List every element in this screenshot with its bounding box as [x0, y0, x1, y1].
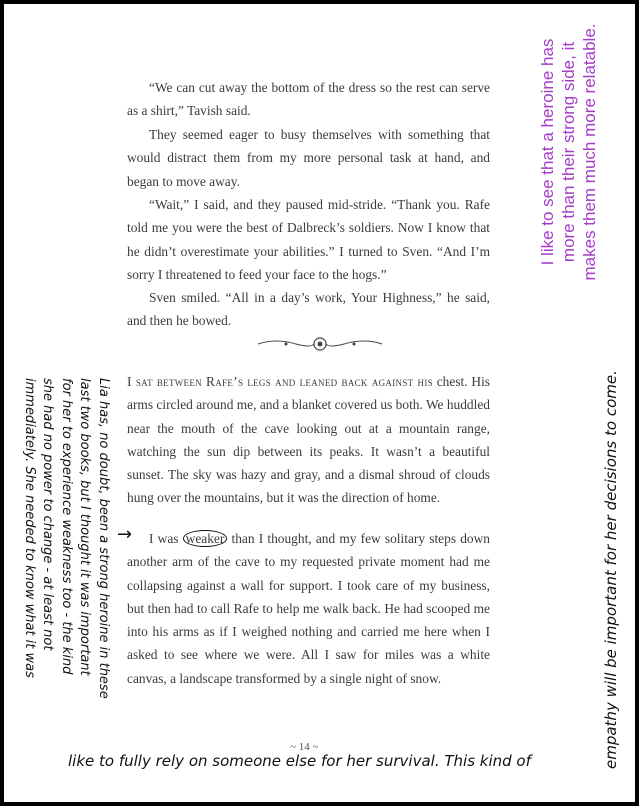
arrow-annotation: →	[117, 524, 133, 545]
purple-note-line: makes them much more relatable.	[580, 23, 599, 281]
left-note-line: for her to experience weakness too - the kind	[59, 378, 74, 675]
left-note-line: she had no power to change - at least not	[40, 378, 56, 651]
right-margin-note: empathy will be important for her decisions to come.	[602, 370, 620, 769]
purple-margin-note	[537, 12, 600, 292]
left-note-line: Lia has, no doubt, been a strong heroine in these	[96, 378, 111, 699]
last-para-start: I was	[149, 531, 179, 546]
book-page	[4, 4, 635, 802]
section-ornament	[256, 334, 384, 354]
left-margin-note	[20, 378, 113, 699]
bottom-margin-note: like to fully rely on someone else for her survival. This kind of	[68, 752, 531, 770]
section-paragraph	[127, 370, 490, 510]
purple-note-line: more than their strong side, it	[559, 41, 578, 263]
left-note-line: immediately. She needed to know what it was	[22, 378, 37, 678]
page-number-value: 14	[298, 741, 310, 753]
last-para-rest: than I thought, and my few solitary steps down another arm of the cave to my requested private moment had me collapsing against a wall for support. I took care of my business, but then had to call Rafe to help me walk back. He had scooped me into his arms as if I weighed nothing and carried me here when I asked to see where we were. All I saw for miles was a white canvas, a landscape transformed by a single night of snow.	[127, 531, 490, 686]
paragraph: “Wait,” I said, and they paused mid-stride. “Thank you. Rafe told me you were the best of Dalbreck’s soldiers. Now I know that he didn’t overestimate your abilities.” I turned to Sven. “And I’m sorry I threatened to feed your face to the hogs.”	[127, 197, 490, 282]
paragraph: They seemed eager to busy themselves with something that would distract them from my more personal task at hand, and began to move away.	[127, 127, 490, 189]
section-text: chest. His arms circled around me, and a blanket covered us both. We huddled near the mouth of the cave looking out at a mountain range, watching the sun dip between its peaks. It wasn’t a beautiful sunset. The sky was hazy and gray, and a dismal shroud of clouds hung over the mountains, but it was the direction of home.	[127, 374, 490, 506]
paragraph-weaker	[127, 527, 490, 690]
circled-word: weaker	[183, 530, 228, 547]
purple-note-line: I like to see that a heroine has	[538, 38, 557, 266]
paragraph: Sven smiled. “All in a day’s work, Your Highness,” he said, and then he bowed.	[127, 290, 490, 329]
section-lead: I sat between Rafe’s legs and leaned back against his	[127, 374, 433, 389]
page-number: ~ 14 ~	[290, 741, 319, 753]
paragraph: “We can cut away the bottom of the dress so the rest can serve as a shirt,” Tavish said.	[127, 80, 490, 119]
left-note-line: last two books, but I thought it was important	[77, 378, 93, 676]
